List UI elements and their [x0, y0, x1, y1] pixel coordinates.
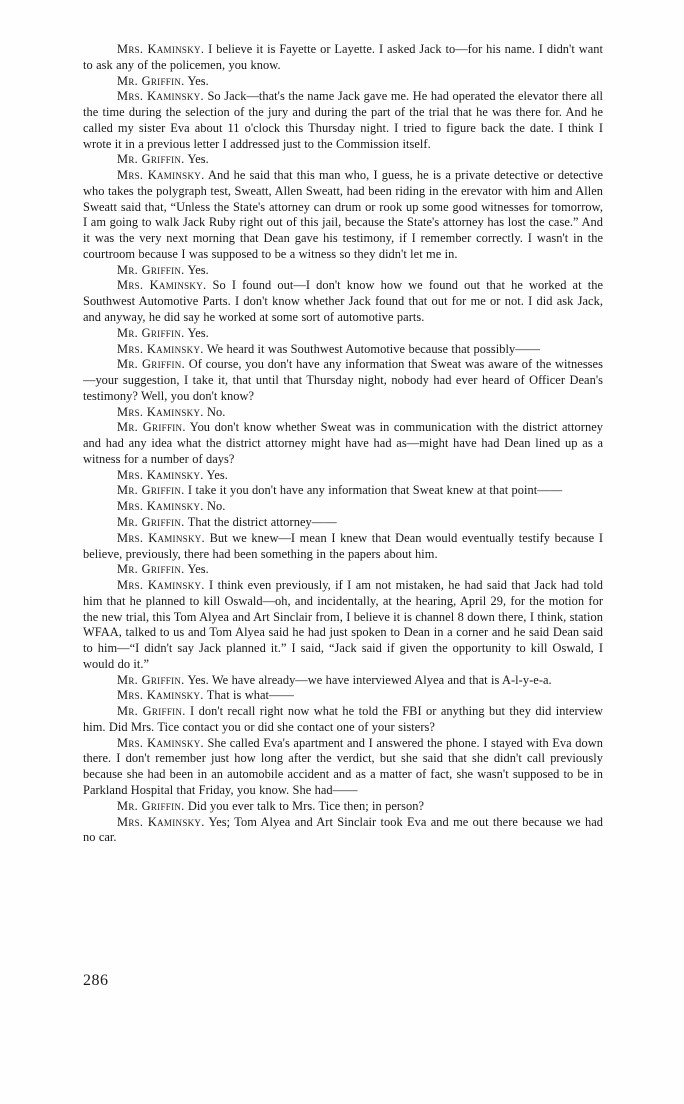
speaker-label: Mr. Griffin.: [117, 152, 185, 167]
paragraph-text: But we knew—I mean I knew that Dean would eventually testify because I believe, previously, there had been something in the papers about him.: [83, 530, 603, 561]
speaker-label: Mr. Griffin.: [117, 483, 185, 498]
paragraph-text: Yes. We have already—we have interviewed Alyea and that is A-l-y-e-a.: [184, 672, 552, 687]
speaker-label: Mrs. Kaminsky.: [117, 814, 205, 829]
transcript-paragraph: [83, 499, 603, 515]
speaker-label: Mrs. Kaminsky.: [117, 499, 204, 514]
transcript-paragraph: [83, 799, 603, 815]
speaker-label: Mr. Griffin.: [117, 704, 186, 719]
transcript-paragraph: [83, 483, 603, 499]
transcript-paragraph: [83, 42, 603, 74]
transcript-paragraph: [83, 263, 603, 279]
speaker-label: Mr. Griffin.: [117, 262, 185, 277]
speaker-label: Mrs. Kaminsky.: [117, 404, 204, 419]
speaker-label: Mrs. Kaminsky.: [117, 688, 204, 703]
transcript-paragraph: [83, 704, 603, 736]
transcript-paragraph: [83, 342, 603, 358]
paragraph-text: I don't recall right now what he told the FBI or anything but they did interview him. Did Mrs. Tice contact you or did she contact one of your sisters?: [83, 704, 603, 734]
page-number: 286: [83, 972, 109, 989]
paragraph-text: So I found out—I don't know how we found out that he worked at the Southwest Automotive Parts. I don't know whether Jack found that out for me or not. I did ask Jack, and anyway, he did say he worked at some sort of automotive parts.: [83, 278, 603, 325]
transcript-paragraph: [83, 89, 603, 152]
speaker-label: Mrs. Kaminsky.: [117, 89, 204, 104]
paragraph-text: No.: [203, 404, 226, 419]
speaker-label: Mr. Griffin.: [117, 562, 185, 577]
speaker-label: Mrs. Kaminsky.: [117, 530, 205, 545]
speaker-label: Mrs. Kaminsky.: [117, 341, 204, 356]
paragraph-text: I think even previously, if I am not mistaken, he had said that Jack had told him that he planned to kill Oswald—oh, and incidentally, at the hearing, April 29, for the motion for the new trial, this Tom Alyea and Art Sinclair from, I believe it is channel 8 down there, I think, station WFAA, talked to us and Tom Alyea said he had just spoken to Dean in a corner and he said Dean said to him—“I didn't say Jack planned it.” I said, “Jack said if given the opportunity to kill Oswald, I would do it.”: [83, 578, 603, 671]
paragraph-text: Did you ever talk to Mrs. Tice then; in person?: [184, 798, 425, 813]
transcript-paragraph: [83, 468, 603, 484]
speaker-label: Mrs. Kaminsky.: [117, 278, 207, 293]
transcript-paragraph: [83, 405, 603, 421]
transcript-paragraph: [83, 278, 603, 325]
transcript-paragraph: [83, 357, 603, 404]
paragraph-text: I take it you don't have any information that Sweat knew at that point——: [184, 483, 563, 498]
paragraph-text: She called Eva's apartment and I answered the phone. I stayed with Eva down there. I don't remember just how long after the verdict, but she said that she didn't call previously because she had been in an automobile accident and as a matter of fact, she wasn't supposed to be in Parkland Hospital that Friday, you know. She had——: [83, 735, 603, 797]
transcript-paragraph: [83, 815, 603, 847]
paragraph-text: Of course, you don't have any information that Sweat was aware of the witnesses—your suggestion, I take it, that until that Thursday night, nobody had ever heard of Officer Dean's testimony? Well, you don't know?: [83, 357, 603, 403]
paragraph-text: Yes; Tom Alyea and Art Sinclair took Eva and me out there because we had no car.: [83, 814, 603, 845]
speaker-label: Mrs. Kaminsky.: [117, 735, 204, 750]
paragraph-text: And he said that this man who, I guess, he is a private detective or detective who takes the polygraph test, Sweatt, Allen Sweatt, had been riding in the erevator with him and Allen Sweatt said that, “Unless the State's attorney can drum or rook up some good witnesses for tomorrow, I am going to walk Jack Ruby right out of this jail, because the State's attorney has lost the case.” And it was the very next morning that Dean gave his testimony, if I remember correctly. I wasn't in the courtroom because I was supposed to be a witness so they didn't let me in.: [83, 168, 603, 261]
transcript-paragraph: [83, 578, 603, 673]
transcript-paragraph: [83, 736, 603, 799]
paragraph-text: You don't know whether Sweat was in communication with the district attorney and had any idea what the district attorney might have had as—might have had Dean lined up as a witness for a number of days?: [83, 420, 603, 466]
speaker-label: Mr. Griffin.: [117, 514, 185, 529]
speaker-label: Mr. Griffin.: [117, 357, 185, 372]
transcript-paragraph: [83, 673, 603, 689]
transcript-paragraph: [83, 152, 603, 168]
speaker-label: Mrs. Kaminsky.: [117, 578, 205, 593]
transcript-paragraph: [83, 420, 603, 467]
transcript-body: [83, 42, 603, 846]
paragraph-text: Yes.: [184, 325, 209, 340]
paragraph-text: Yes.: [184, 562, 209, 577]
speaker-label: Mr. Griffin.: [117, 420, 186, 435]
transcript-paragraph: [83, 531, 603, 563]
paragraph-text: Yes.: [184, 152, 209, 167]
speaker-label: Mr. Griffin.: [117, 73, 185, 88]
transcript-paragraph: [83, 326, 603, 342]
speaker-label: Mrs. Kaminsky.: [117, 168, 205, 183]
speaker-label: Mr. Griffin.: [117, 798, 185, 813]
transcript-paragraph: [83, 74, 603, 90]
transcript-paragraph: [83, 168, 603, 263]
speaker-label: Mr. Griffin.: [117, 325, 185, 340]
paragraph-text: Yes.: [203, 467, 228, 482]
paragraph-text: We heard it was Southwest Automotive because that possibly——: [203, 341, 541, 356]
speaker-label: Mr. Griffin.: [117, 672, 185, 687]
transcript-paragraph: [83, 515, 603, 531]
paragraph-text: That the district attorney——: [184, 514, 337, 529]
transcript-paragraph: [83, 562, 603, 578]
paragraph-text: I believe it is Fayette or Layette. I asked Jack to—for his name. I didn't want to ask any of the policemen, you know.: [83, 42, 604, 72]
transcript-paragraph: [83, 688, 603, 704]
speaker-label: Mrs. Kaminsky.: [117, 42, 205, 56]
paragraph-text: So Jack—that's the name Jack gave me. He had operated the elevator there all the time during the selection of the jury and during the part of the trial that he was there for. And he called my sister Eva about 11 o'clock this Thursday night. I tried to figure back the date. I think I wrote it in a previous letter I addressed just to the Commission itself.: [83, 89, 604, 151]
paragraph-text: Yes.: [184, 73, 209, 88]
paragraph-text: No.: [203, 499, 226, 514]
paragraph-text: That is what——: [203, 688, 294, 703]
speaker-label: Mrs. Kaminsky.: [117, 467, 204, 482]
paragraph-text: Yes.: [184, 262, 209, 277]
